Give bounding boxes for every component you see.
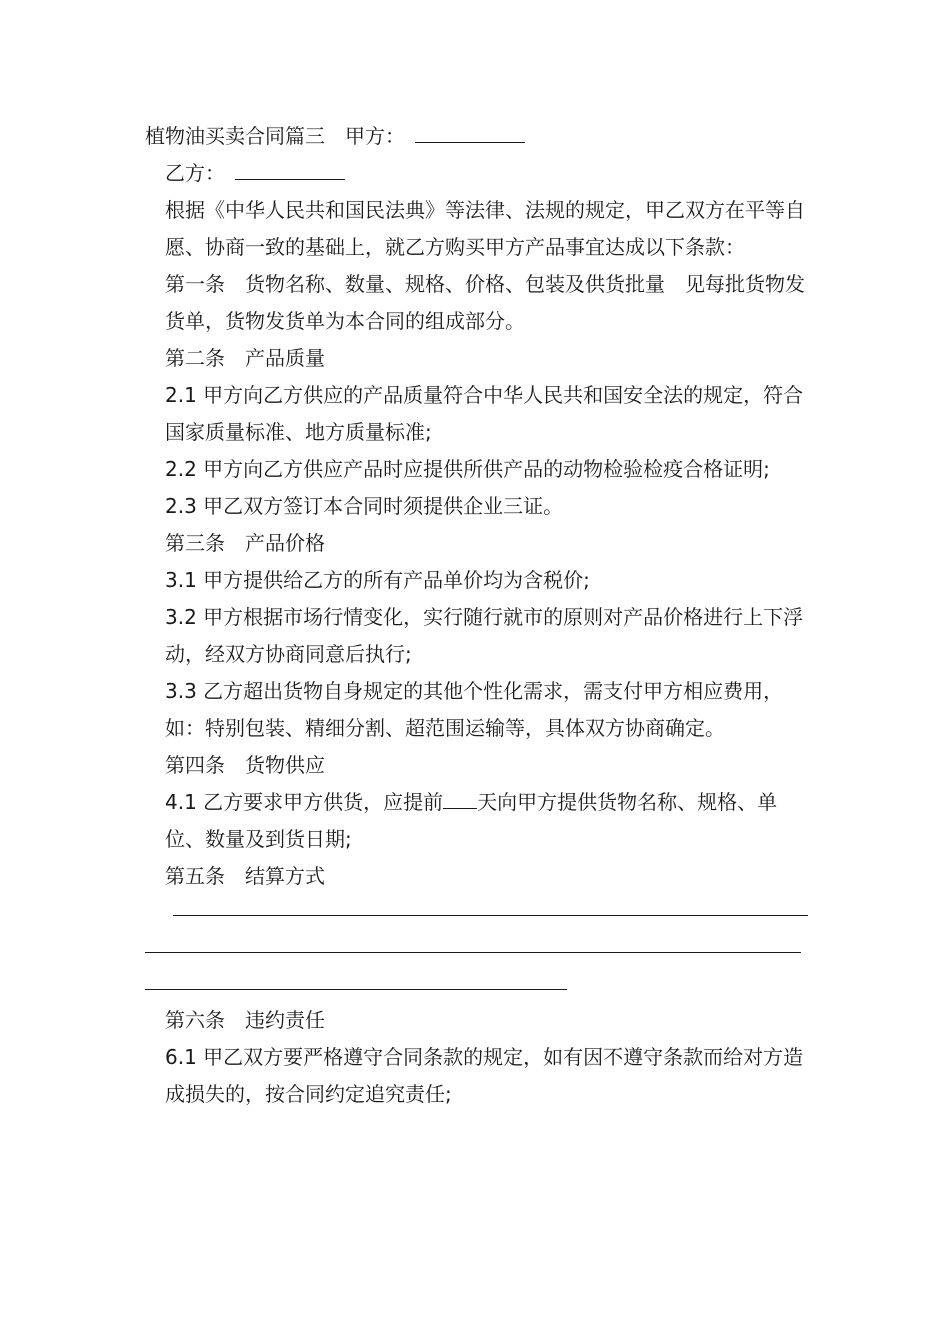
article-2-item: 2.3 甲乙双方签订本合同时须提供企业三证。 <box>165 494 564 518</box>
contract-body <box>145 118 810 1113</box>
article-2-title: 第二条 产品质量 <box>165 346 325 370</box>
article-5-title: 第五条 结算方式 <box>165 864 325 888</box>
intro-paragraph: 根据《中华人民共和国民法典》等法律、法规的规定，甲乙双方在平等自愿、协商一致的基础上，就乙方购买甲方产品事宜达成以下条款： <box>165 198 805 259</box>
settlement-blank-lines <box>145 915 810 990</box>
article-2-item: 2.2 甲方向乙方供应产品时应提供所供产品的动物检验检疫合格证明; <box>165 457 770 481</box>
title-line <box>145 118 810 155</box>
article-2-item: 2.1 甲方向乙方供应的产品质量符合中华人民共和国安全法的规定，符合国家质量标准、地方质量标准; <box>165 383 804 444</box>
blank-line <box>145 952 801 953</box>
article-3-title: 第三条 产品价格 <box>165 531 325 555</box>
blank-line <box>173 915 808 916</box>
party-a-blank <box>415 120 525 143</box>
article-3-item: 3.3 乙方超出货物自身规定的其他个性化需求，需支付甲方相应费用，如：特别包装、精细分割、超范围运输等，具体双方协商确定。 <box>165 679 784 740</box>
party-b-line <box>145 155 810 192</box>
days-blank <box>443 786 477 809</box>
party-a-label: 甲方： <box>345 124 395 148</box>
article-4-item: 4.1 乙方要求甲方供货，应提前 天向甲方提供货物名称、规格、单位、数量及到货日期; <box>145 784 810 858</box>
article-6-item: 6.1 甲乙双方要严格遵守合同条款的规定，如有因不遵守条款而给对方造成损失的，按合同约定追究责任; <box>165 1045 804 1106</box>
article-1: 第一条 货物名称、数量、规格、价格、包装及供货批量 见每批货物发货单，货物发货单为本合同的组成部分。 <box>165 272 805 333</box>
document-title: 植物油买卖合同篇三 <box>145 124 325 148</box>
article-3-item: 3.2 甲方根据市场行情变化，实行随行就市的原则对产品价格进行上下浮动，经双方协商同意后执行; <box>165 605 804 666</box>
party-b-label: 乙方： <box>165 161 215 185</box>
article-3-item: 3.1 甲方提供给乙方的所有产品单价均为含税价; <box>165 568 590 592</box>
blank-line <box>145 989 567 990</box>
party-b-blank <box>235 157 345 180</box>
article-6-title: 第六条 违约责任 <box>165 1008 325 1032</box>
article-4-title: 第四条 货物供应 <box>165 753 325 777</box>
